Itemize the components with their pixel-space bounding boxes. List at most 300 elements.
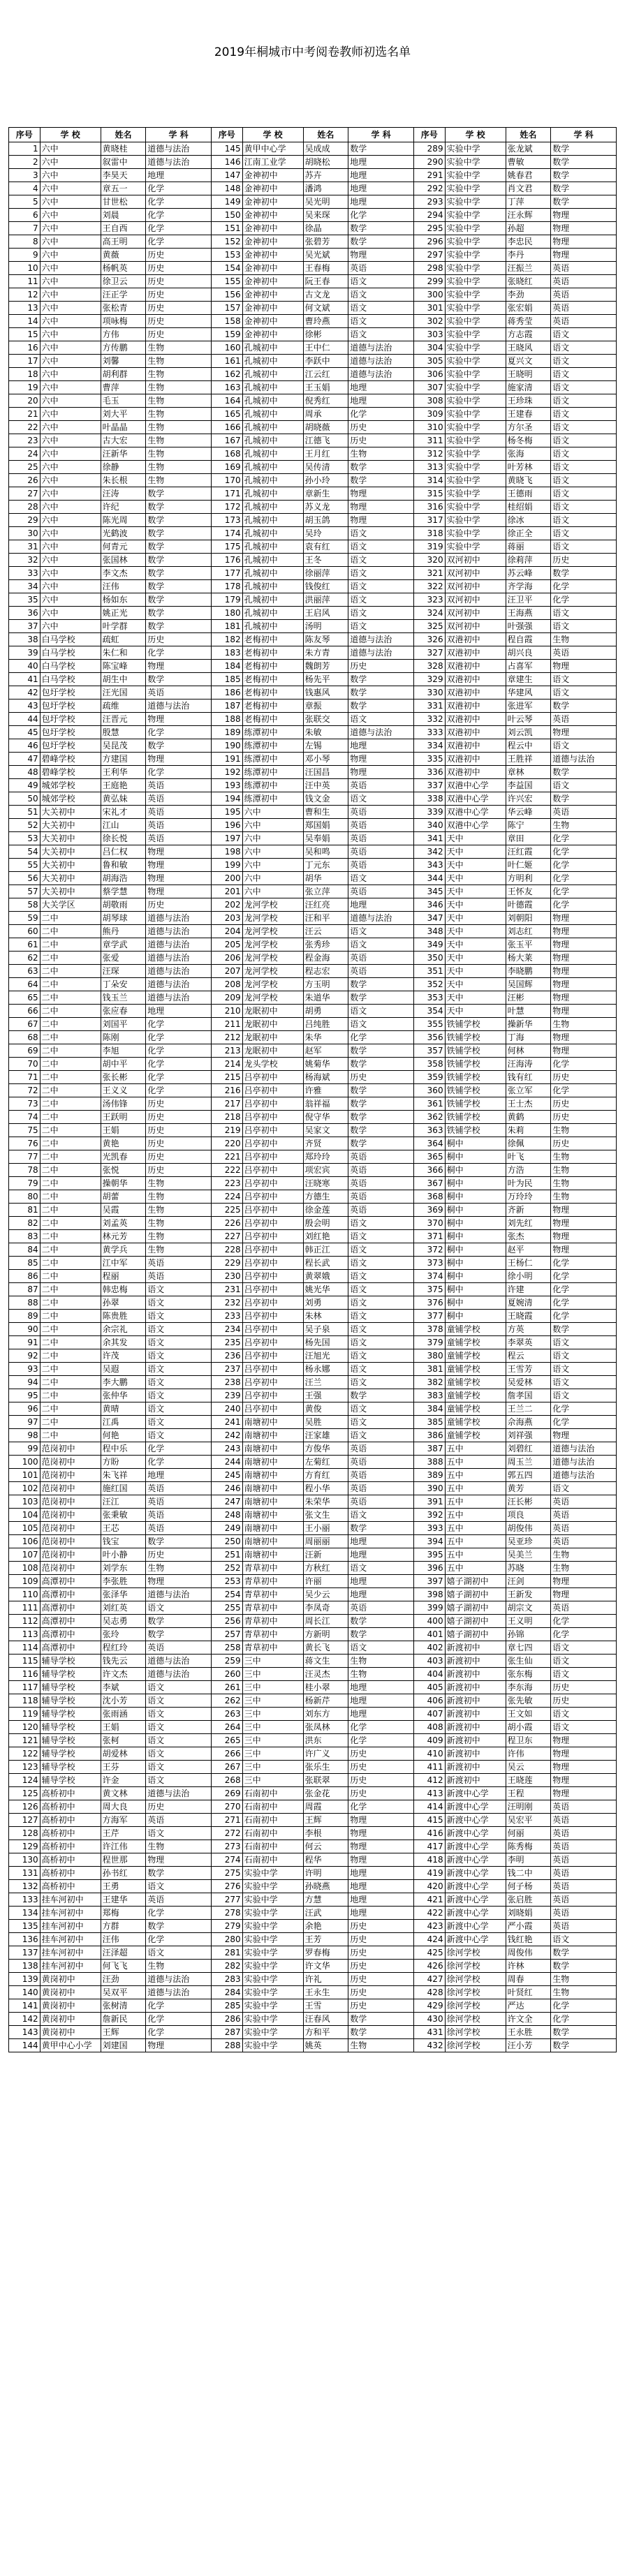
cell-subject: 语文: [551, 739, 617, 753]
cell-subject: 化学: [348, 1734, 414, 1747]
table-row: [9, 952, 617, 965]
cell-subject: 语文: [348, 1257, 414, 1270]
cell-subject: 物理: [551, 965, 617, 978]
cell-subject: 语文: [348, 1323, 414, 1336]
cell-school: 六中: [40, 421, 101, 434]
cell-name: 孙小玲: [303, 474, 348, 487]
cell-subject: 物理: [551, 1575, 617, 1588]
table-row: [9, 925, 617, 938]
cell-name: 光凯春: [101, 1150, 146, 1164]
cell-subject: 历史: [551, 1071, 617, 1084]
cell-no: 221: [211, 1150, 242, 1164]
table-row: [9, 1456, 617, 1469]
table-row: [9, 1296, 617, 1310]
cell-no: 125: [9, 1787, 41, 1800]
cell-name: 蔡学慧: [101, 885, 146, 898]
cell-subject: 地理: [348, 169, 414, 182]
cell-name: 何林: [506, 1044, 551, 1058]
cell-subject: 数学: [551, 169, 617, 182]
cell-no: 353: [413, 991, 445, 1005]
cell-no: 384: [413, 1402, 445, 1416]
cell-school: 实验中学: [445, 408, 506, 421]
cell-no: 403: [413, 1655, 445, 1668]
cell-no: 365: [413, 1150, 445, 1164]
cell-name: 刘先红: [506, 1217, 551, 1230]
cell-no: 379: [413, 1336, 445, 1349]
cell-subject: 英语: [348, 1164, 414, 1177]
cell-no: 264: [211, 1721, 242, 1734]
cell-subject: 数学: [551, 766, 617, 779]
cell-subject: 生物: [146, 408, 212, 421]
cell-school: 三中: [242, 1655, 303, 1668]
cell-no: 127: [9, 1814, 41, 1827]
table-row: [9, 898, 617, 912]
table-row: [9, 1708, 617, 1721]
cell-name: 章振: [303, 699, 348, 713]
cell-school: 实验中学: [445, 355, 506, 368]
cell-no: 196: [211, 819, 242, 832]
cell-school: 高桥初中: [40, 1814, 101, 1827]
cell-subject: 化学: [551, 1058, 617, 1071]
cell-name: 吴子泉: [303, 1323, 348, 1336]
cell-no: 354: [413, 1005, 445, 1018]
cell-school: 金神初中: [242, 222, 303, 235]
cell-school: 六中: [40, 434, 101, 447]
cell-name: 汪红亮: [303, 898, 348, 912]
cell-no: 368: [413, 1190, 445, 1204]
cell-school: 五中: [445, 1562, 506, 1575]
cell-subject: 生物: [146, 355, 212, 368]
cell-name: 王建华: [101, 1893, 146, 1907]
cell-school: 辅导学校: [40, 1708, 101, 1721]
cell-name: 吴光斌: [303, 249, 348, 262]
cell-no: 285: [211, 1999, 242, 2013]
table-row: [9, 1217, 617, 1230]
cell-subject: 道德与法治: [146, 991, 212, 1005]
table-row: [9, 832, 617, 845]
cell-subject: 生物: [146, 1562, 212, 1575]
cell-no: 389: [413, 1469, 445, 1482]
cell-school: 实验中学: [445, 328, 506, 341]
cell-no: 431: [413, 2026, 445, 2039]
cell-no: 374: [413, 1270, 445, 1283]
cell-no: 241: [211, 1416, 242, 1429]
cell-subject: 地理: [348, 1588, 414, 1601]
cell-name: 程华: [303, 1853, 348, 1867]
cell-subject: 历史: [146, 898, 212, 912]
cell-no: 35: [9, 593, 41, 607]
cell-name: 周大良: [101, 1800, 146, 1814]
cell-name: 叶仁姬: [506, 859, 551, 872]
cell-name: 王永胜: [506, 2026, 551, 2039]
cell-name: 姚英: [303, 2039, 348, 2052]
cell-no: 274: [211, 1853, 242, 1867]
cell-subject: 道德与法治: [146, 925, 212, 938]
cell-school: 新渡中心学: [445, 1814, 506, 1827]
cell-no: 144: [9, 2039, 41, 2052]
cell-name: 朱仁和: [101, 646, 146, 660]
cell-no: 377: [413, 1310, 445, 1323]
cell-school: 碧峰学校: [40, 766, 101, 779]
cell-name: 吴云: [506, 1761, 551, 1774]
cell-school: 新渡中心学: [445, 1827, 506, 1840]
cell-no: 338: [413, 792, 445, 806]
cell-name: 华云峰: [506, 806, 551, 819]
cell-subject: 英语: [551, 1827, 617, 1840]
cell-name: 李晓鹏: [506, 965, 551, 978]
cell-no: 90: [9, 1323, 41, 1336]
cell-no: 203: [211, 912, 242, 925]
cell-subject: 数学: [348, 1137, 414, 1150]
cell-subject: 化学: [146, 1058, 212, 1071]
cell-no: 309: [413, 408, 445, 421]
cell-name: 刘志红: [506, 925, 551, 938]
cell-subject: 化学: [551, 898, 617, 912]
cell-subject: 化学: [551, 872, 617, 885]
cell-school: 六中: [40, 169, 101, 182]
cell-name: 李翠英: [506, 1336, 551, 1349]
cell-name: 胡中平: [101, 1058, 146, 1071]
cell-school: 孔城初中: [242, 355, 303, 368]
cell-no: 116: [9, 1668, 41, 1681]
cell-subject: 化学: [551, 1283, 617, 1296]
cell-no: 176: [211, 554, 242, 567]
cell-subject: 语文: [551, 368, 617, 381]
cell-school: 天中: [445, 925, 506, 938]
cell-school: 二中: [40, 1402, 101, 1416]
cell-school: 六中: [40, 328, 101, 341]
cell-no: 133: [9, 1893, 41, 1907]
cell-subject: 化学: [146, 646, 212, 660]
cell-no: 359: [413, 1071, 445, 1084]
cell-no: 76: [9, 1137, 41, 1150]
cell-subject: 语文: [348, 302, 414, 315]
cell-subject: 化学: [551, 593, 617, 607]
cell-school: 高潭初中: [40, 1575, 101, 1588]
cell-subject: 英语: [551, 806, 617, 819]
cell-subject: 英语: [551, 1814, 617, 1827]
cell-subject: 英语: [551, 1920, 617, 1933]
cell-no: 109: [9, 1575, 41, 1588]
cell-name: 章学武: [101, 938, 146, 952]
cell-no: 313: [413, 461, 445, 474]
cell-subject: 化学: [348, 1800, 414, 1814]
table-row: [9, 1257, 617, 1270]
cell-subject: 道德与法治: [146, 1986, 212, 1999]
cell-no: 409: [413, 1734, 445, 1747]
cell-subject: 语文: [551, 1349, 617, 1363]
cell-school: 桐中: [445, 1190, 506, 1204]
cell-school: 白马学校: [40, 633, 101, 646]
cell-no: 302: [413, 315, 445, 328]
cell-school: 大关初中: [40, 872, 101, 885]
cell-name: 曹敏: [506, 156, 551, 169]
table-row: [9, 1999, 617, 2013]
cell-name: 徐晶: [303, 222, 348, 235]
cell-no: 60: [9, 925, 41, 938]
cell-school: 童铺学校: [445, 1349, 506, 1363]
cell-subject: 数学: [551, 2026, 617, 2039]
cell-school: 孔城初中: [242, 580, 303, 593]
cell-name: 朱飞祥: [101, 1469, 146, 1482]
cell-subject: 生物: [146, 447, 212, 461]
cell-name: 许茂: [101, 1349, 146, 1363]
cell-name: 胡华: [303, 872, 348, 885]
cell-name: 张乐生: [303, 1761, 348, 1774]
cell-school: 吕亭初中: [242, 1349, 303, 1363]
cell-school: 六中: [40, 620, 101, 633]
cell-school: 二中: [40, 1190, 101, 1204]
cell-subject: 语文: [348, 1641, 414, 1655]
cell-name: 严小霞: [506, 1920, 551, 1933]
cell-name: 杨海斌: [303, 1071, 348, 1084]
cell-name: 胡晓松: [303, 156, 348, 169]
cell-no: 93: [9, 1363, 41, 1376]
cell-school: 高潭初中: [40, 1601, 101, 1615]
cell-no: 317: [413, 514, 445, 527]
cell-name: 吴国辉: [506, 978, 551, 991]
cell-name: 姚正光: [101, 607, 146, 620]
cell-subject: 物理: [551, 1747, 617, 1761]
cell-school: 实验中学: [445, 487, 506, 501]
cell-name: 吴家文: [303, 1124, 348, 1137]
cell-school: 双河初中: [445, 567, 506, 580]
cell-name: 程红玲: [101, 1641, 146, 1655]
cell-subject: 历史: [551, 1137, 617, 1150]
cell-school: 吕亭初中: [242, 1336, 303, 1349]
cell-school: 桐中: [445, 1204, 506, 1217]
cell-school: 双港初中: [445, 753, 506, 766]
cell-name: 程中乐: [101, 1442, 146, 1456]
cell-subject: 生物: [146, 1190, 212, 1204]
cell-name: 许礼: [303, 1973, 348, 1986]
cell-name: 洪东: [303, 1734, 348, 1747]
cell-name: 殷慧: [101, 726, 146, 739]
cell-subject: 语文: [146, 1363, 212, 1376]
cell-no: 316: [413, 501, 445, 514]
cell-school: 五中: [445, 1522, 506, 1535]
cell-name: 周霞: [303, 1800, 348, 1814]
cell-school: 新渡中心学: [445, 1853, 506, 1867]
cell-subject: 语文: [551, 381, 617, 394]
cell-subject: 语文: [551, 673, 617, 686]
cell-school: 童铺学校: [445, 1323, 506, 1336]
table-row: [9, 209, 617, 222]
cell-no: 86: [9, 1270, 41, 1283]
cell-no: 150: [211, 209, 242, 222]
cell-name: 江中军: [101, 1257, 146, 1270]
cell-school: 二中: [40, 1296, 101, 1310]
cell-no: 100: [9, 1456, 41, 1469]
table-row: [9, 1111, 617, 1124]
cell-school: 范岗初中: [40, 1442, 101, 1456]
cell-school: 二中: [40, 1416, 101, 1429]
cell-name: 王娟: [101, 1124, 146, 1137]
cell-school: 二中: [40, 1323, 101, 1336]
cell-no: 386: [413, 1429, 445, 1442]
cell-school: 辅导学校: [40, 1761, 101, 1774]
cell-no: 361: [413, 1097, 445, 1111]
cell-subject: 语文: [551, 434, 617, 447]
cell-school: 孔城初中: [242, 593, 303, 607]
cell-school: 新渡中心学: [445, 1933, 506, 1946]
cell-subject: 化学: [146, 2026, 212, 2039]
cell-name: 许广义: [303, 1747, 348, 1761]
cell-school: 南塘初中: [242, 1535, 303, 1548]
cell-name: 章建生: [506, 673, 551, 686]
cell-name: 张长彬: [101, 1071, 146, 1084]
cell-school: 高桥初中: [40, 1840, 101, 1853]
cell-name: 汪海涛: [506, 1058, 551, 1071]
table-row: [9, 1575, 617, 1588]
cell-school: 孔城初中: [242, 421, 303, 434]
cell-no: 334: [413, 739, 445, 753]
cell-school: 桐中: [445, 1230, 506, 1243]
cell-no: 260: [211, 1668, 242, 1681]
cell-name: 齐贤: [303, 1137, 348, 1150]
cell-name: 汤伟锋: [101, 1097, 146, 1111]
cell-no: 300: [413, 288, 445, 302]
cell-subject: 地理: [348, 195, 414, 209]
cell-school: 铁铺学校: [445, 1084, 506, 1097]
cell-no: 5: [9, 195, 41, 209]
cell-name: 甘世松: [101, 195, 146, 209]
cell-subject: 历史: [146, 328, 212, 341]
cell-subject: 数学: [146, 1615, 212, 1628]
cell-name: 王士杰: [506, 1097, 551, 1111]
cell-school: 新渡初中: [445, 1668, 506, 1681]
cell-school: 碧峰学校: [40, 753, 101, 766]
cell-no: 390: [413, 1482, 445, 1495]
cell-school: 石南初中: [242, 1840, 303, 1853]
cell-no: 175: [211, 540, 242, 554]
table-row: [9, 341, 617, 355]
cell-no: 166: [211, 421, 242, 434]
cell-name: 程长武: [303, 1257, 348, 1270]
table-row: [9, 434, 617, 447]
cell-school: 五中: [445, 1482, 506, 1495]
cell-school: 龙河学校: [242, 978, 303, 991]
cell-no: 18: [9, 368, 41, 381]
cell-subject: 物理: [551, 1774, 617, 1787]
cell-subject: 历史: [146, 1548, 212, 1562]
cell-school: 龙河学校: [242, 952, 303, 965]
cell-subject: 英语: [551, 1840, 617, 1853]
cell-subject: 物理: [551, 1761, 617, 1774]
cell-subject: 道德与法治: [146, 142, 212, 156]
cell-subject: 英语: [146, 1509, 212, 1522]
cell-subject: 生物: [146, 394, 212, 408]
cell-name: 许兴宏: [506, 792, 551, 806]
cell-subject: 道德与法治: [551, 1442, 617, 1456]
cell-subject: 生物: [146, 381, 212, 394]
table-row: [9, 1071, 617, 1084]
cell-name: 刘孟英: [101, 1217, 146, 1230]
cell-school: 六中: [40, 461, 101, 474]
cell-school: 南塘初中: [242, 1495, 303, 1509]
cell-school: 三中: [242, 1721, 303, 1734]
cell-name: 疏虹: [101, 633, 146, 646]
cell-name: 江山: [101, 819, 146, 832]
cell-subject: 道德与法治: [348, 646, 414, 660]
cell-name: 朱方青: [303, 646, 348, 660]
cell-school: 吕亭初中: [242, 1217, 303, 1230]
table-row: [9, 1469, 617, 1482]
cell-name: 孙翠: [101, 1296, 146, 1310]
cell-school: 六中: [40, 195, 101, 209]
cell-school: 六中: [242, 806, 303, 819]
cell-subject: 数学: [146, 593, 212, 607]
cell-no: 344: [413, 872, 445, 885]
cell-subject: 语文: [146, 1747, 212, 1761]
cell-school: 五中: [445, 1456, 506, 1469]
cell-name: 张爱: [101, 952, 146, 965]
cell-name: 胡小霞: [506, 1721, 551, 1734]
cell-name: 刘红艳: [303, 1230, 348, 1243]
table-row: [9, 1124, 617, 1137]
cell-subject: 英语: [551, 1893, 617, 1907]
cell-subject: 生物: [146, 1960, 212, 1973]
cell-school: 双港初中: [445, 646, 506, 660]
cell-no: 331: [413, 699, 445, 713]
cell-name: 孙锦: [506, 1628, 551, 1641]
cell-subject: 数学: [348, 1058, 414, 1071]
cell-no: 157: [211, 302, 242, 315]
cell-name: 程云: [506, 1349, 551, 1363]
cell-name: 桂小翠: [303, 1681, 348, 1694]
cell-name: 汪和平: [303, 912, 348, 925]
cell-no: 349: [413, 938, 445, 952]
cell-subject: 生物: [348, 1655, 414, 1668]
table-row: [9, 1137, 617, 1150]
cell-subject: 生物: [551, 1177, 617, 1190]
cell-name: 汪武: [303, 1907, 348, 1920]
cell-no: 392: [413, 1509, 445, 1522]
cell-no: 404: [413, 1668, 445, 1681]
cell-subject: 英语: [348, 1150, 414, 1164]
cell-name: 汪新: [303, 1548, 348, 1562]
cell-name: 叶强强: [506, 620, 551, 633]
cell-name: 洪丽萍: [303, 593, 348, 607]
cell-subject: 化学: [551, 1310, 617, 1323]
cell-no: 301: [413, 302, 445, 315]
cell-subject: 语文: [348, 1296, 414, 1310]
table-row: [9, 607, 617, 620]
table-row: [9, 408, 617, 421]
cell-school: 实验中学: [445, 275, 506, 288]
cell-school: 童铺学校: [445, 1376, 506, 1389]
cell-name: 吴美兰: [506, 1548, 551, 1562]
cell-school: 二中: [40, 1005, 101, 1018]
cell-subject: 语文: [348, 1217, 414, 1230]
cell-name: 李东海: [506, 1681, 551, 1694]
cell-name: 胡琴球: [101, 912, 146, 925]
header-name-3: 姓名: [506, 128, 551, 142]
cell-no: 412: [413, 1774, 445, 1787]
cell-no: 181: [211, 620, 242, 633]
cell-name: 张柯: [101, 1734, 146, 1747]
table-row: [9, 1800, 617, 1814]
cell-no: 281: [211, 1946, 242, 1960]
cell-school: 六中: [40, 580, 101, 593]
cell-no: 405: [413, 1681, 445, 1694]
cell-subject: 生物: [146, 368, 212, 381]
cell-school: 天中: [445, 938, 506, 952]
cell-subject: 生物: [551, 1164, 617, 1177]
cell-name: 章新生: [303, 487, 348, 501]
table-row: [9, 1323, 617, 1336]
cell-no: 124: [9, 1774, 41, 1787]
